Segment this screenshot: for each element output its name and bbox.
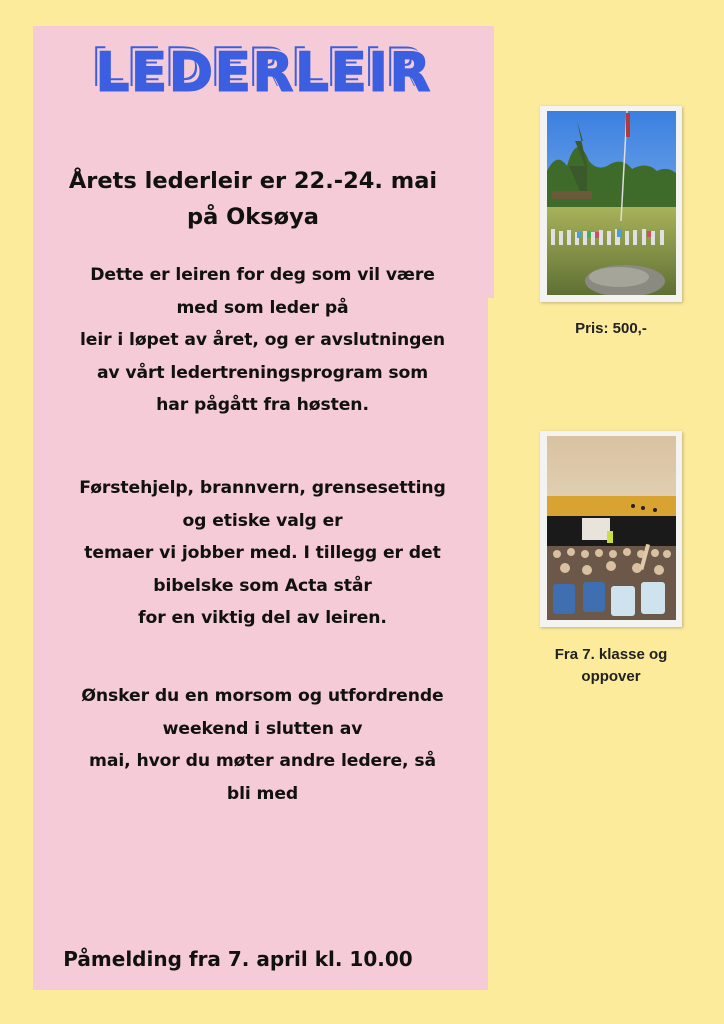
paragraph-intro (33, 259, 492, 422)
paragraph-line: har pågått fra høsten. (156, 395, 369, 415)
paragraph-line: mai, hvor du møter andre ledere, så (89, 751, 436, 771)
age-group-label (536, 644, 686, 688)
paragraph-line: Førstehjelp, brannvern, grensesetting (79, 478, 446, 498)
outdoor-camp-image (547, 111, 676, 295)
paragraph-invite (33, 680, 492, 810)
paragraph-line: med som leder på (176, 297, 349, 318)
photo-indoor-hall (540, 431, 682, 627)
paragraph-line: av vårt ledertreningsprogram som (96, 362, 429, 383)
paragraph-line: weekend i slutten av (162, 718, 363, 739)
age-group-line: oppover (581, 668, 641, 685)
paragraph-line: og etiske valg er (182, 510, 343, 531)
headline-line: Årets lederleir er 22.-24. mai (68, 168, 438, 194)
price-label: Pris: 500,- (575, 320, 647, 337)
paragraph-topics (33, 472, 492, 635)
photo-outdoor-camp (540, 106, 682, 302)
headline-line: på Oksøya (187, 204, 319, 230)
signup-info: Påmelding fra 7. april kl. 10.00 (63, 947, 413, 971)
paragraph-line: bibelske som Acta står (153, 575, 372, 596)
paragraph-line: temaer vi jobber med. I tillegg er det (84, 543, 441, 563)
paragraph-line: bli med (226, 783, 299, 804)
indoor-hall-image (547, 436, 676, 620)
poster-title: LEDERLEIR (95, 41, 432, 104)
paragraph-line: leir i løpet av året, og er avslutningen (79, 330, 446, 350)
headline (33, 163, 473, 235)
age-group-line: Fra 7. klasse og (554, 646, 668, 663)
paragraph-line: Dette er leiren for deg som vil være (90, 265, 435, 285)
paragraph-line: for en viktig del av leiren. (138, 608, 387, 628)
paragraph-line: Ønsker du en morsom og utfordrende (81, 686, 444, 706)
